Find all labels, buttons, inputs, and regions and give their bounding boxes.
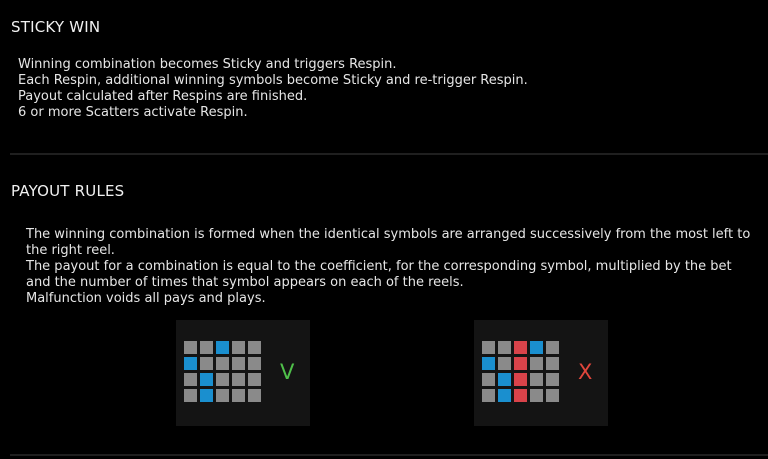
bottom-divider [10,454,768,456]
symbol-cell-blue [184,357,197,370]
symbol-cell-red [514,389,527,402]
symbol-cell-gray [248,389,261,402]
valid-check-mark: V [280,360,295,384]
symbol-cell-blue [530,341,543,354]
valid-example-grid [184,341,261,402]
symbol-cell-gray [530,373,543,386]
symbol-cell-gray [530,357,543,370]
symbol-cell-gray [546,389,559,402]
symbol-cell-gray [498,341,511,354]
valid-example-panel [176,320,310,426]
symbol-cell-gray [482,341,495,354]
sticky-win-line: Winning combination becomes Sticky and triggers Respin. [18,57,397,72]
symbol-cell-gray [546,341,559,354]
sticky-win-line: Each Respin, additional winning symbols become Sticky and re-trigger Respin. [18,73,528,88]
symbol-cell-blue [200,389,213,402]
invalid-example-grid [482,341,559,402]
symbol-cell-blue [482,357,495,370]
symbol-cell-blue [498,389,511,402]
symbol-cell-gray [530,389,543,402]
symbol-cell-gray [248,357,261,370]
symbol-cell-red [514,341,527,354]
symbol-cell-red [514,357,527,370]
payout-rules-text [26,227,756,307]
sticky-win-line: 6 or more Scatters activate Respin. [18,105,248,120]
sticky-win-title: STICKY WIN [11,18,101,36]
symbol-cell-gray [482,373,495,386]
invalid-example-panel [474,320,608,426]
symbol-cell-gray [216,373,229,386]
symbol-cell-gray [200,341,213,354]
symbol-cell-red [514,373,527,386]
symbol-cell-gray [184,389,197,402]
symbol-cell-gray [216,389,229,402]
payout-rule-paragraph: The payout for a combination is equal to the coefficient, for the corresponding symbol, multiplied by the bet and the number of times that symbol appears on each of the reels. [26,259,732,290]
symbol-cell-gray [546,373,559,386]
symbol-cell-gray [232,357,245,370]
payout-rules-title: PAYOUT RULES [11,182,125,200]
sticky-win-line: Payout calculated after Respins are finished. [18,89,308,104]
symbol-cell-blue [216,341,229,354]
symbol-cell-gray [216,357,229,370]
symbol-cell-gray [248,341,261,354]
symbol-cell-gray [248,373,261,386]
symbol-cell-gray [200,357,213,370]
symbol-cell-gray [546,357,559,370]
invalid-cross-mark: X [578,360,593,384]
symbol-cell-gray [184,373,197,386]
symbol-cell-gray [482,389,495,402]
symbol-cell-gray [498,357,511,370]
symbol-cell-gray [232,341,245,354]
symbol-cell-gray [232,389,245,402]
sticky-win-text [18,57,528,121]
payout-rule-paragraph: The winning combination is formed when the identical symbols are arranged successively from the most left to the right reel. [26,227,751,258]
symbol-cell-gray [232,373,245,386]
symbol-cell-blue [200,373,213,386]
payout-rule-paragraph: Malfunction voids all pays and plays. [26,291,266,306]
symbol-cell-gray [184,341,197,354]
section-divider [10,153,768,155]
symbol-cell-blue [498,373,511,386]
